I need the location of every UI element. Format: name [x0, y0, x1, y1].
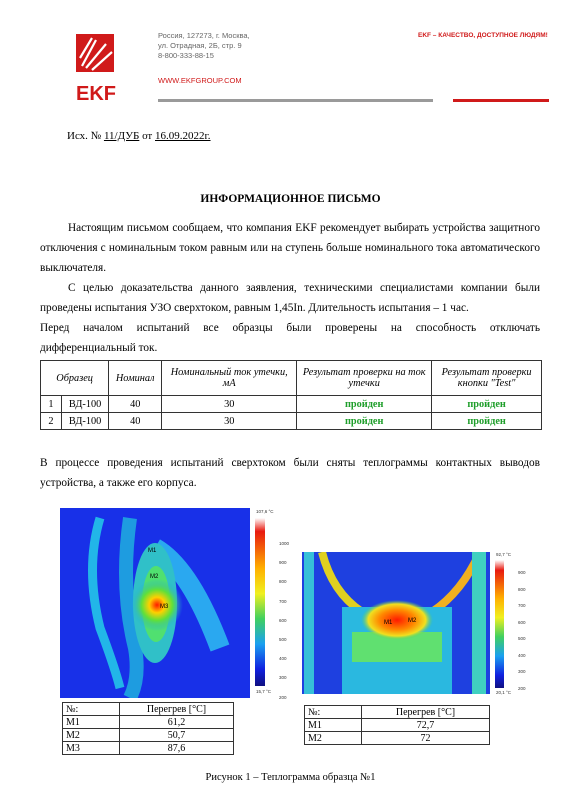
scale-tick: 900	[279, 560, 287, 566]
scale-tick: 500	[518, 636, 526, 641]
scale-tick: 300	[279, 675, 287, 681]
scale-tick: 900	[518, 570, 526, 575]
thermo1-max-label: 107,6 °C	[256, 509, 274, 514]
overheat-cell: 61,2	[120, 716, 234, 729]
table-header-row	[41, 361, 542, 396]
thermo1-min-label: 15,7 °C	[256, 689, 272, 694]
logo-text: EKF	[76, 83, 116, 105]
scale-tick: 600	[518, 619, 526, 625]
scale-tick: 700	[279, 598, 287, 604]
leak-cell: 30	[162, 396, 297, 413]
scale-tick: 700	[518, 603, 526, 608]
ref-number: 11/ДУБ	[103, 130, 140, 142]
marker-cell: M1	[305, 719, 362, 732]
thermogram-2-image	[302, 552, 490, 694]
table-row	[305, 732, 490, 745]
leak-cell: 30	[162, 413, 297, 430]
thermogram-2-colorbar	[495, 560, 504, 688]
overheat-cell: 50,7	[120, 729, 234, 742]
company-address	[158, 31, 250, 61]
col-header: №:	[305, 706, 362, 719]
result-leak-cell: пройден	[297, 413, 432, 430]
row-number: 1	[41, 396, 62, 413]
scale-tick: 800	[518, 586, 526, 592]
scale-tick: 400	[518, 652, 526, 658]
marker-cell: M3	[63, 742, 120, 755]
table-header-row	[63, 703, 234, 716]
paragraph-4: В процессе проведения испытаний сверхтоком были сняты теплограммы контактных выводов устройства, а также его корпуса.	[40, 457, 540, 489]
scale-tick: 600	[279, 617, 287, 623]
scale-tick: 500	[279, 637, 287, 643]
row-number: 2	[41, 413, 62, 430]
marker-label: M3	[160, 604, 169, 610]
table-row	[41, 396, 542, 413]
ekf-logo-mark	[72, 30, 148, 106]
table-row	[305, 719, 490, 732]
col-header: Результат проверки кнопки "Test"	[432, 361, 542, 396]
thermo1-scale	[279, 534, 289, 707]
col-header: №:	[63, 703, 120, 716]
marker-label: M2	[408, 618, 417, 624]
col-header: Номинальный ток утечки, мА	[162, 361, 297, 396]
header-divider-red	[453, 99, 549, 102]
sample-cell: ВД-100	[62, 413, 109, 430]
figure-caption: Рисунок 1 – Теплограмма образца №1	[205, 772, 376, 783]
paragraph-3: Перед началом испытаний все образцы были проверены на способность отключать дифференциальный ток.	[40, 322, 540, 354]
scale-tick: 200	[279, 694, 287, 700]
table-header-row	[305, 706, 490, 719]
table-row	[41, 413, 542, 430]
overheat-cell: 72,7	[362, 719, 490, 732]
address-line: 8-800-333-88-15	[158, 51, 214, 60]
col-header: Результат проверки на ток утечки	[297, 361, 432, 396]
reference-line	[67, 130, 211, 142]
marker-cell: M1	[63, 716, 120, 729]
table-row	[63, 716, 234, 729]
ref-date: 16.09.2022г.	[155, 130, 211, 142]
scale-tick: 800	[279, 579, 287, 585]
marker-label: M1	[148, 548, 157, 554]
address-line: Россия, 127273, г. Москва,	[158, 31, 250, 40]
thermo2-scale	[518, 565, 526, 697]
marker-cell: M2	[305, 732, 362, 745]
scale-tick: 1000	[279, 541, 290, 546]
thermogram-1	[60, 508, 250, 698]
overheat-cell: 87,6	[120, 742, 234, 755]
ref-from: от	[142, 130, 153, 142]
marker-label: M2	[150, 574, 159, 580]
company-slogan: EKF – КАЧЕСТВО, ДОСТУПНОЕ ЛЮДЯМ!	[418, 32, 548, 39]
col-header: Номинал	[109, 361, 162, 396]
thermo1-table	[62, 702, 234, 755]
thermo2-min-label: 20,1 °C	[496, 690, 512, 695]
thermogram-2	[302, 552, 490, 694]
ref-prefix: Исх. №	[67, 130, 102, 142]
thermo2-max-label: 92,7 °C	[496, 552, 512, 557]
paragraph-1: Настоящим письмом сообщаем, что компания EKF рекомендует выбирать устройства защитного отключения с номинальным током равным или на ступень больше номинального тока автоматического выключателя.	[40, 222, 540, 274]
paragraph-2: С целью доказательства данного заявления, техническими специалистами компании были проведены испытания УЗО сверхтоком, равным 1,45In. Длительность испытания – 1 час.	[40, 282, 540, 314]
thermogram-1-colorbar	[255, 518, 265, 686]
letter-title: ИНФОРМАЦИОННОЕ ПИСЬМО	[200, 193, 381, 205]
thermo2-table	[304, 705, 490, 745]
ekf-logo	[72, 30, 148, 106]
website-link[interactable]: WWW.EKFGROUP.COM	[158, 76, 242, 85]
col-header: Перегрев [°C]	[120, 703, 234, 716]
colorbar-2-svg	[495, 560, 504, 688]
address-line: ул. Отрадная, 2Б, стр. 9	[158, 41, 242, 50]
header-divider-grey	[158, 99, 433, 102]
col-header: Образец	[41, 361, 109, 396]
col-header: Перегрев [°C]	[362, 706, 490, 719]
scale-tick: 400	[279, 656, 287, 662]
table-row	[63, 742, 234, 755]
thermogram-1-image	[60, 508, 250, 698]
overheat-cell: 72	[362, 732, 490, 745]
table-row	[63, 729, 234, 742]
scale-tick: 300	[518, 669, 526, 674]
scale-tick: 200	[518, 685, 526, 691]
marker-cell: M2	[63, 729, 120, 742]
nominal-cell: 40	[109, 413, 162, 430]
nominal-cell: 40	[109, 396, 162, 413]
test-results-table	[40, 360, 542, 430]
marker-label: M1	[384, 620, 393, 626]
result-leak-cell: пройден	[297, 396, 432, 413]
sample-cell: ВД-100	[62, 396, 109, 413]
colorbar-1-svg	[255, 518, 265, 686]
result-test-cell: пройден	[432, 413, 542, 430]
result-test-cell: пройден	[432, 396, 542, 413]
